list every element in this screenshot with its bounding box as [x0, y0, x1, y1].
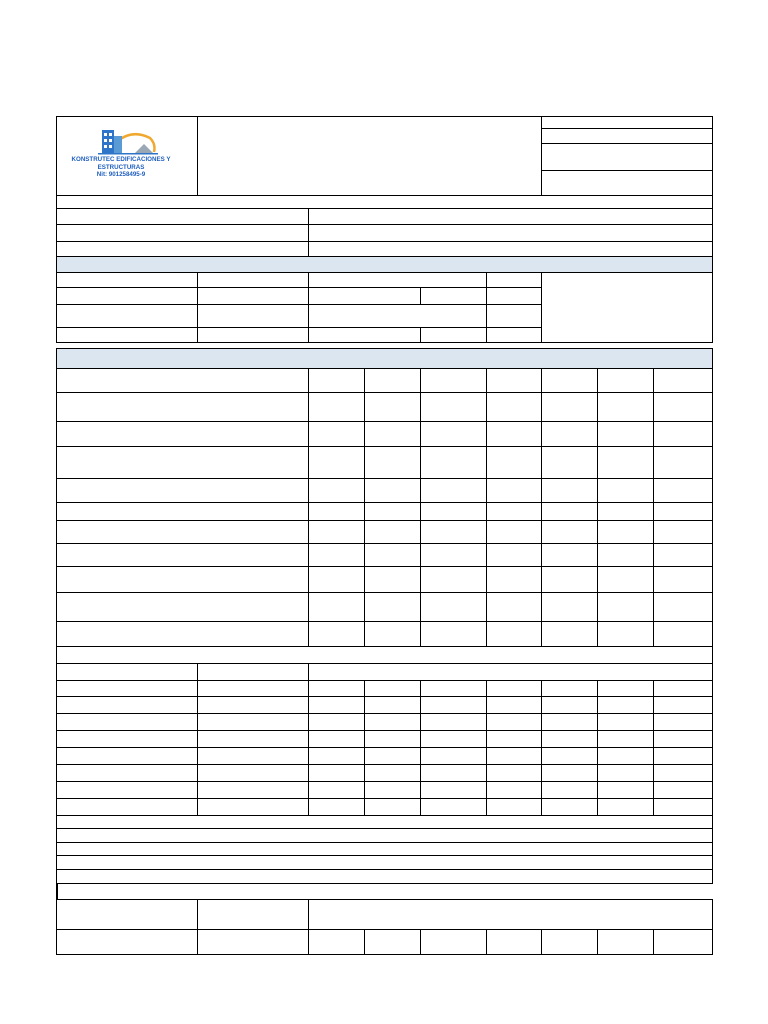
- observation-row-3: [56, 855, 713, 870]
- checklist-r10-c1: [308, 621, 365, 647]
- logo-tower-2: [114, 136, 122, 154]
- observation-row-1: [56, 828, 713, 843]
- logo-text: [62, 156, 180, 179]
- checklist-r9-c3: [420, 592, 487, 622]
- checklist-r4-c1: [308, 478, 365, 503]
- subtable-r1-c2: [308, 696, 365, 714]
- logo-building-icon: [62, 122, 180, 158]
- subtable-r6-c6: [541, 781, 598, 799]
- subtable-r1-c1: [197, 696, 309, 714]
- observation-row-0: [56, 815, 713, 829]
- checklist-r4-c0: [56, 478, 309, 503]
- subtable-r7-c4: [420, 798, 487, 816]
- info-value-1: [308, 208, 713, 225]
- checklist-r2-c0: [56, 421, 309, 447]
- small-table-e-2: [486, 304, 542, 328]
- subtable-r0-c8: [653, 680, 713, 697]
- small-table-a-1: [56, 287, 198, 305]
- checklist-separator: [56, 646, 713, 664]
- subtable-r0-c1: [197, 680, 309, 697]
- checklist-r5-c1: [308, 502, 365, 521]
- small-table-b-3: [197, 327, 309, 343]
- subtable-r7-c5: [486, 798, 542, 816]
- checklist-r5-c5: [541, 502, 598, 521]
- checklist-r6-c0: [56, 520, 309, 544]
- subtable-r5-c0: [56, 764, 198, 782]
- checklist-r7-c4: [486, 543, 542, 567]
- checklist-r10-c7: [653, 621, 713, 647]
- checklist-r7-c7: [653, 543, 713, 567]
- checklist-r4-c3: [420, 478, 487, 503]
- checklist-r9-c7: [653, 592, 713, 622]
- subtable-head-a: [56, 663, 198, 681]
- subtable-r7-c3: [364, 798, 421, 816]
- signature-r1-c7: [597, 929, 654, 955]
- checklist-r2-c7: [653, 421, 713, 447]
- signature-r1-c0: [56, 929, 198, 955]
- small-table-d-3: [420, 327, 487, 343]
- subtable-r0-c3: [364, 680, 421, 697]
- subtable-r3-c7: [597, 730, 654, 748]
- subtable-r5-c4: [420, 764, 487, 782]
- checklist-r7-c1: [308, 543, 365, 567]
- subtable-r3-c0: [56, 730, 198, 748]
- subtable-r2-c2: [308, 713, 365, 731]
- info-value-3: [308, 241, 713, 257]
- checklist-r7-c0: [56, 543, 309, 567]
- subtable-r0-c4: [420, 680, 487, 697]
- checklist-r7-c5: [541, 543, 598, 567]
- logo-tower-1: [102, 130, 114, 154]
- subtable-r2-c5: [486, 713, 542, 731]
- checklist-r3-c0: [56, 446, 309, 479]
- checklist-r10-c0: [56, 621, 309, 647]
- subtable-head-c: [308, 663, 713, 681]
- checklist-r6-c3: [420, 520, 487, 544]
- checklist-r5-c6: [597, 502, 654, 521]
- checklist-r7-c3: [420, 543, 487, 567]
- logo-roof: [134, 144, 154, 154]
- header-meta-cell-1: [541, 128, 713, 144]
- subtable-r3-c3: [364, 730, 421, 748]
- small-table-d-1: [420, 287, 487, 305]
- checklist-r0-c3: [420, 368, 487, 393]
- subtable-r5-c7: [597, 764, 654, 782]
- subtable-r2-c6: [541, 713, 598, 731]
- checklist-r6-c4: [486, 520, 542, 544]
- small-table-b-1: [197, 287, 309, 305]
- header-meta-cell-3: [541, 170, 713, 196]
- small-table-a-2: [56, 304, 198, 328]
- subtable-r3-c6: [541, 730, 598, 748]
- info-label-2: [56, 224, 309, 242]
- subtable-r2-c8: [653, 713, 713, 731]
- subtable-r6-c8: [653, 781, 713, 799]
- checklist-r2-c6: [597, 421, 654, 447]
- checklist-r1-c0: [56, 392, 309, 422]
- signature-b-0: [197, 899, 309, 930]
- subtable-r1-c8: [653, 696, 713, 714]
- subtable-head-b: [197, 663, 309, 681]
- signature-r1-c1: [197, 929, 309, 955]
- subtable-r6-c3: [364, 781, 421, 799]
- subtable-r4-c8: [653, 747, 713, 765]
- signature-r1-c4: [420, 929, 487, 955]
- checklist-r2-c5: [541, 421, 598, 447]
- info-row-0: [56, 195, 713, 209]
- header-meta-cell-2: [541, 143, 713, 171]
- subtable-r7-c6: [541, 798, 598, 816]
- small-table-a-0: [56, 272, 198, 288]
- checklist-r0-c5: [541, 368, 598, 393]
- checklist-r8-c3: [420, 566, 487, 593]
- checklist-r0-c0: [56, 368, 309, 393]
- company-logo: [62, 122, 192, 188]
- subtable-r4-c3: [364, 747, 421, 765]
- checklist-r1-c3: [420, 392, 487, 422]
- checklist-r4-c7: [653, 478, 713, 503]
- signature-r1-c2: [308, 929, 365, 955]
- subtable-r6-c1: [197, 781, 309, 799]
- subtable-r4-c2: [308, 747, 365, 765]
- checklist-r8-c2: [364, 566, 421, 593]
- checklist-r7-c6: [597, 543, 654, 567]
- subtable-r1-c7: [597, 696, 654, 714]
- checklist-r3-c4: [486, 446, 542, 479]
- small-table-c-0: [308, 272, 487, 288]
- checklist-r3-c3: [420, 446, 487, 479]
- section-band-1: [56, 256, 713, 273]
- checklist-r10-c4: [486, 621, 542, 647]
- subtable-r4-c6: [541, 747, 598, 765]
- info-value-2: [308, 224, 713, 242]
- checklist-r0-c2: [364, 368, 421, 393]
- checklist-r5-c4: [486, 502, 542, 521]
- checklist-r2-c1: [308, 421, 365, 447]
- signature-r1-c8: [653, 929, 713, 955]
- checklist-r8-c5: [541, 566, 598, 593]
- subtable-r3-c2: [308, 730, 365, 748]
- checklist-r9-c6: [597, 592, 654, 622]
- checklist-r1-c2: [364, 392, 421, 422]
- checklist-r7-c2: [364, 543, 421, 567]
- checklist-r3-c5: [541, 446, 598, 479]
- checklist-r6-c1: [308, 520, 365, 544]
- subtable-r1-c5: [486, 696, 542, 714]
- checklist-r3-c6: [597, 446, 654, 479]
- checklist-r1-c7: [653, 392, 713, 422]
- signature-r1-c5: [486, 929, 542, 955]
- logo-company-line1: KONSTRUTEC EDIFICACIONES Y: [71, 156, 171, 163]
- checklist-r8-c0: [56, 566, 309, 593]
- subtable-r7-c7: [597, 798, 654, 816]
- subtable-r3-c5: [486, 730, 542, 748]
- subtable-r7-c1: [197, 798, 309, 816]
- checklist-r9-c2: [364, 592, 421, 622]
- checklist-r6-c6: [597, 520, 654, 544]
- checklist-r1-c5: [541, 392, 598, 422]
- checklist-r8-c6: [597, 566, 654, 593]
- subtable-r4-c1: [197, 747, 309, 765]
- subtable-r4-c0: [56, 747, 198, 765]
- checklist-r6-c5: [541, 520, 598, 544]
- subtable-r7-c0: [56, 798, 198, 816]
- subtable-r5-c2: [308, 764, 365, 782]
- checklist-r5-c7: [653, 502, 713, 521]
- subtable-r6-c4: [420, 781, 487, 799]
- subtable-r1-c6: [541, 696, 598, 714]
- title-cell: [197, 116, 542, 196]
- logo-nit: Nit: 901258495-9: [96, 171, 146, 178]
- subtable-r0-c7: [597, 680, 654, 697]
- subtable-r0-c5: [486, 680, 542, 697]
- signature-c-0: [308, 899, 713, 930]
- checklist-r1-c4: [486, 392, 542, 422]
- subtable-r3-c8: [653, 730, 713, 748]
- subtable-r3-c4: [420, 730, 487, 748]
- subtable-r5-c5: [486, 764, 542, 782]
- checklist-r9-c1: [308, 592, 365, 622]
- checklist-r4-c2: [364, 478, 421, 503]
- small-table-e-0: [486, 272, 542, 288]
- subtable-r5-c6: [541, 764, 598, 782]
- checklist-r3-c7: [653, 446, 713, 479]
- checklist-r3-c2: [364, 446, 421, 479]
- subtable-r0-c2: [308, 680, 365, 697]
- section-band-2: [56, 348, 713, 369]
- checklist-r6-c7: [653, 520, 713, 544]
- checklist-r9-c4: [486, 592, 542, 622]
- subtable-r4-c5: [486, 747, 542, 765]
- left-edge-continuation: [56, 883, 58, 900]
- subtable-r5-c1: [197, 764, 309, 782]
- checklist-r4-c5: [541, 478, 598, 503]
- subtable-r4-c7: [597, 747, 654, 765]
- info-label-3: [56, 241, 309, 257]
- checklist-r8-c7: [653, 566, 713, 593]
- subtable-r2-c1: [197, 713, 309, 731]
- checklist-r10-c2: [364, 621, 421, 647]
- checklist-r0-c1: [308, 368, 365, 393]
- checklist-r1-c6: [597, 392, 654, 422]
- subtable-r6-c5: [486, 781, 542, 799]
- subtable-r6-c2: [308, 781, 365, 799]
- observation-row-2: [56, 842, 713, 856]
- subtable-r5-c8: [653, 764, 713, 782]
- checklist-r3-c1: [308, 446, 365, 479]
- subtable-r4-c4: [420, 747, 487, 765]
- small-table-c-3: [308, 327, 421, 343]
- small-table-b-2: [197, 304, 309, 328]
- subtable-r7-c8: [653, 798, 713, 816]
- subtable-r6-c7: [597, 781, 654, 799]
- subtable-r0-c6: [541, 680, 598, 697]
- signature-r1-c6: [541, 929, 598, 955]
- subtable-r2-c0: [56, 713, 198, 731]
- info-label-1: [56, 208, 309, 225]
- checklist-r4-c4: [486, 478, 542, 503]
- subtable-r2-c7: [597, 713, 654, 731]
- checklist-r5-c0: [56, 502, 309, 521]
- checklist-r8-c1: [308, 566, 365, 593]
- checklist-r2-c3: [420, 421, 487, 447]
- small-table-a-3: [56, 327, 198, 343]
- subtable-r2-c4: [420, 713, 487, 731]
- subtable-r1-c0: [56, 696, 198, 714]
- checklist-r4-c6: [597, 478, 654, 503]
- subtable-r1-c4: [420, 696, 487, 714]
- checklist-r6-c2: [364, 520, 421, 544]
- small-table-notes: [541, 272, 713, 343]
- small-table-c-1: [308, 287, 421, 305]
- checklist-r10-c3: [420, 621, 487, 647]
- small-table-c-2: [308, 304, 487, 328]
- logo-company-line2: ESTRUCTURAS: [97, 163, 145, 171]
- checklist-r1-c1: [308, 392, 365, 422]
- checklist-r0-c6: [597, 368, 654, 393]
- subtable-r0-c0: [56, 680, 198, 697]
- subtable-r3-c1: [197, 730, 309, 748]
- checklist-r0-c7: [653, 368, 713, 393]
- subtable-r2-c3: [364, 713, 421, 731]
- checklist-r2-c2: [364, 421, 421, 447]
- small-table-b-0: [197, 272, 309, 288]
- checklist-r8-c4: [486, 566, 542, 593]
- checklist-r5-c3: [420, 502, 487, 521]
- subtable-r7-c2: [308, 798, 365, 816]
- checklist-r10-c6: [597, 621, 654, 647]
- signature-a-0: [56, 899, 198, 930]
- subtable-r6-c0: [56, 781, 198, 799]
- observation-row-4: [56, 869, 713, 884]
- checklist-r9-c5: [541, 592, 598, 622]
- checklist-r9-c0: [56, 592, 309, 622]
- checklist-r0-c4: [486, 368, 542, 393]
- subtable-r5-c3: [364, 764, 421, 782]
- signature-r1-c3: [364, 929, 421, 955]
- subtable-r1-c3: [364, 696, 421, 714]
- checklist-r10-c5: [541, 621, 598, 647]
- small-table-e-1: [486, 287, 542, 305]
- checklist-r2-c4: [486, 421, 542, 447]
- checklist-r5-c2: [364, 502, 421, 521]
- small-table-e-3: [486, 327, 542, 343]
